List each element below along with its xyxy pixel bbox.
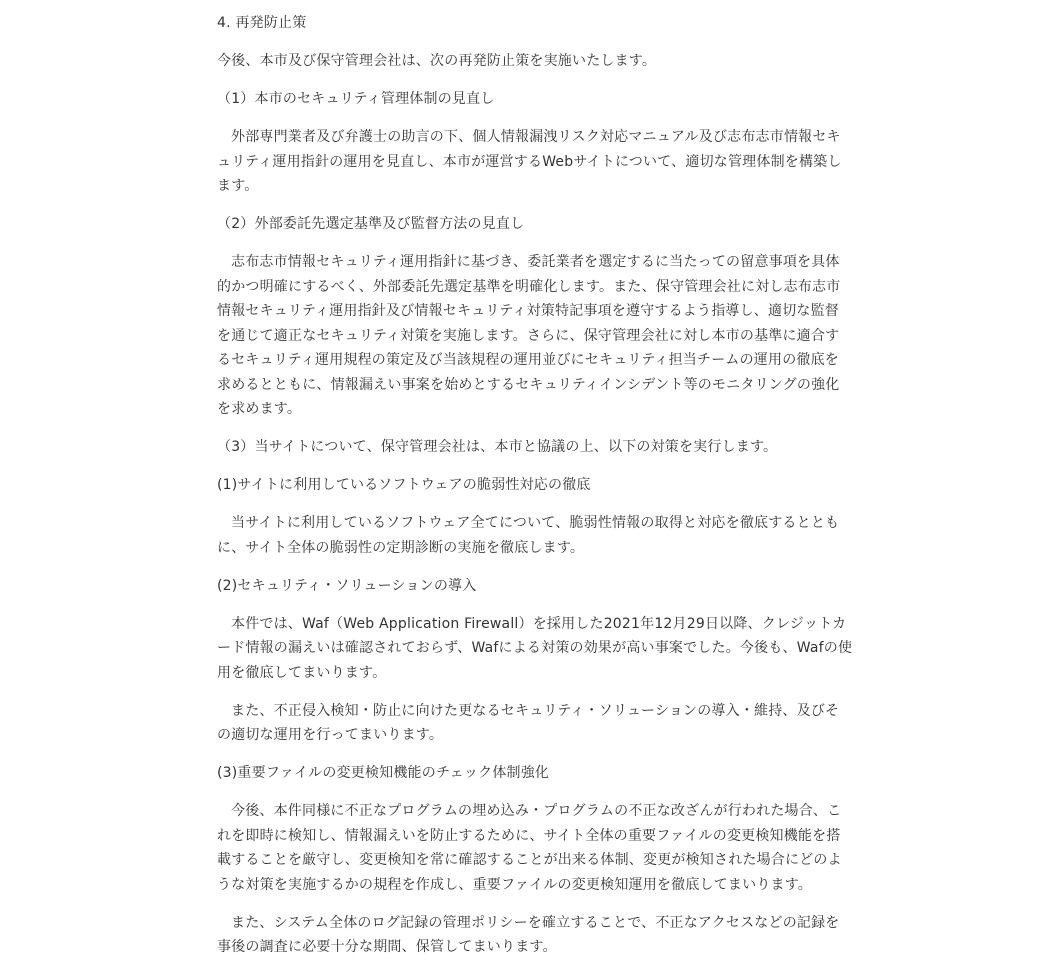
subitem-paragraph: 今後、本件同様に不正なプログラムの埋め込み・プログラムの不正な改ざんが行われた場合、これを即時に検知し、情報漏えいを防止するために、サイト全体の重要ファイルの変更検知機能を搭載することを厳守し、変更検知を常に確認することが出来る体制、変更が検知された場合にどのような対策を実施するかの規程を作成し、重要ファイルの変更検知運用を徹底してまいります。 [217,803,842,893]
item-paragraph: 志布志市情報セキュリティ運用指針に基づき、委託業者を選定するに当たっての留意事項を具体的かつ明確にするべく、外部委託先選定基準を明確化します。また、保守管理会社に対し志布志市情報セキュリティ運用指針及び情報セキュリティ対策特記事項を遵守するよう指導し、適切な監督を通じて適正なセキュリティ対策を実施します。さらに、保守管理会社に対し本市の基準に適合するセキュリティ運用規程の策定及び当該規程の運用並びにセキュリティ担当チームの運用の徹底を求めるとともに、情報漏えい事案を始めとするセキュリティインシデント等のモニタリングの強化を求めます。 [217,254,841,417]
section-intro: 今後、本市及び保守管理会社は、次の再発防止策を実施いたします。 [217,53,657,69]
subitem-paragraph: 当サイトに利用しているソフトウェア全てについて、脆弱性情報の取得と対応を徹底するとともに、サイト全体の脆弱性の定期診断の実施を徹底します。 [217,515,840,556]
item-title: （2）外部委託先選定基準及び監督方法の見直し [217,216,525,232]
item-title: （3）当サイトについて、保守管理会社は、本市と協議の上、以下の対策を実行します。 [217,439,778,455]
document-body [217,0,853,973]
subitem-title: (1)サイトに利用しているソフトウェアの脆弱性対応の徹底 [217,477,591,493]
item-title: （1）本市のセキュリティ管理体制の見直し [217,91,495,107]
section-heading: 4. 再発防止策 [217,15,307,31]
subitem-paragraph: また、不正侵入検知・防止に向けた更なるセキュリティ・ソリューションの導入・維持、及びその適切な運用を行ってまいります。 [217,702,840,743]
item-paragraph: 外部専門業者及び弁護士の助言の下、個人情報漏洩リスク対応マニュアル及び志布志市情報セキュリティ運用指針の運用を見直し、本市が運営するWebサイトについて、適切な管理体制を構築します。 [217,129,842,194]
subitem-paragraph: 本件では、Waf（Web Application Firewall）を採用した2021年12月29日以降、クレジットカード情報の漏えいは確認されておらず、Wafによる対策の効果が高い事案でした。今後も、Wafの使用を徹底してまいります。 [217,615,853,681]
subitem-paragraph: また、システム全体のログ記録の管理ポリシーを確立することで、不正なアクセスなどの記録を事後の調査に必要十分な期間、保管してまいります。 [217,914,840,955]
subitem-title: (2)セキュリティ・ソリューションの導入 [217,577,477,594]
subitem-title: (3)重要ファイルの変更検知機能のチェック体制強化 [217,765,550,781]
